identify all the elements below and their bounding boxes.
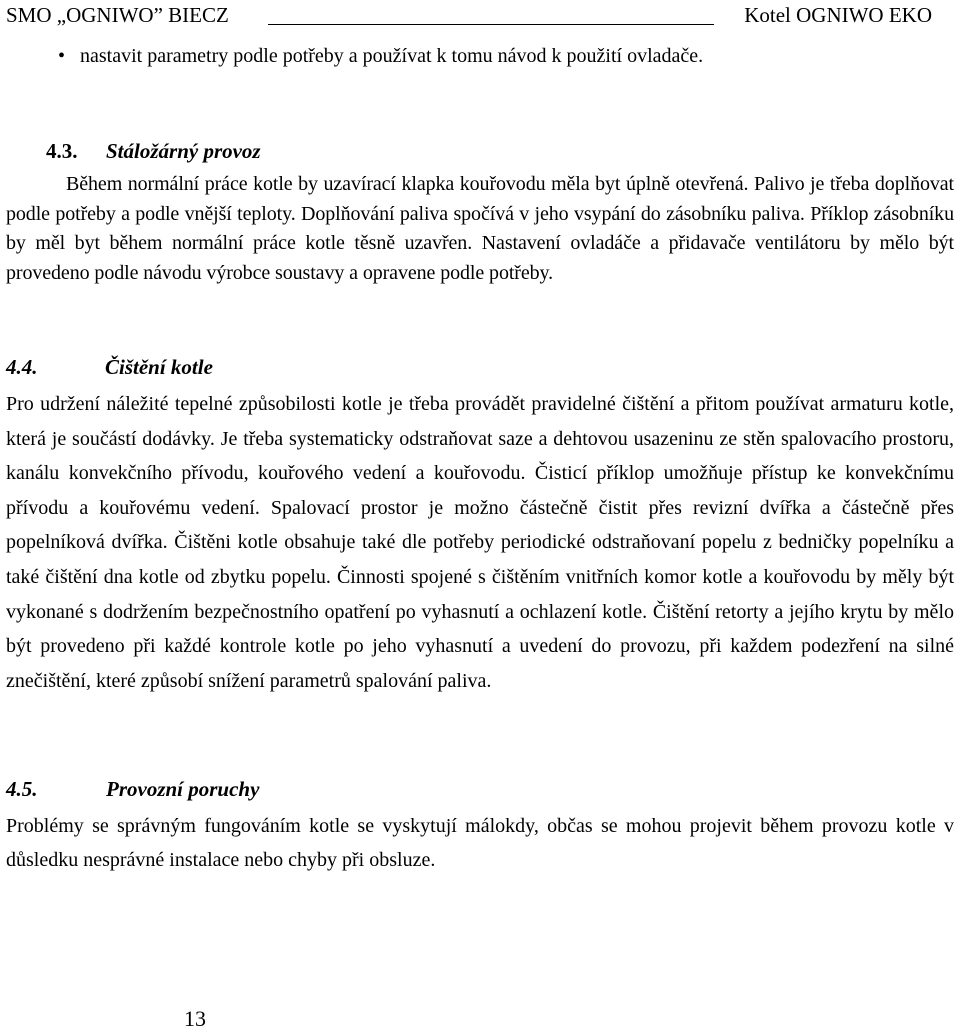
- section-number: 4.4.: [6, 355, 38, 379]
- section-title: Čištění kotle: [105, 355, 213, 379]
- page-number: 13: [184, 1006, 206, 1031]
- bullet-icon: •: [58, 45, 66, 67]
- section-body-4-3: Během normální práce kotle by uzavírací klapka kouřovodu měla byt úplně otevřená. Palivo je třeba doplňovat podle potřeby a podle vnější teploty. Doplňování paliva spočívá v jeho vsypání do zásobníku paliva. Příklop zásobníku by měl byt během normální práce kotle těsně uzavřen. Nastavení ovladáče a přidavače ventilátoru by mělo být provedeno podle návodu výrobce soustavy a opravene podle potřeby.: [6, 173, 954, 284]
- section-number: 4.5.: [6, 777, 38, 801]
- section-title: Provozní poruchy: [106, 777, 260, 801]
- section-number: 4.3.: [46, 139, 78, 163]
- section-body-4-5: Problémy se správným fungováním kotle se vyskytují málokdy, občas se mohou projevit během provozu kotle v důsledku nesprávné instalace nebo chyby při obsluze.: [6, 815, 954, 871]
- header-company: SMO „OGNIWO” BIECZ: [6, 3, 229, 27]
- header-rule: [268, 24, 714, 25]
- bullet-text: nastavit parametry podle potřeby a používat k tomu návod k použití ovladače.: [80, 45, 704, 67]
- section-body-4-4: Pro udržení náležité tepelné způsobilosti kotle je třeba provádět pravidelné čištění a přitom používat armaturu kotle, která je součástí dodávky. Je třeba systematicky odstraňovat saze a dehtovou usazeninu ze stěn spalovacího prostoru, kanálu konvekčního přívodu, kouřového vedení a kouřovodu. Čisticí příklop umožňuje přístup ke konvekčnímu přívodu a kouřovému vedení. Spalovací prostor je možno částečně čistit přes revizní dvířka a částečně přes popelníková dvířka. Čištěni kotle obsahuje také dle potřeby periodické odstraňovaní popelu z bedničky popelníku a také čištění dna kotle od zbytku popelu. Činnosti spojené s čištěním vnitřních komor kotle a kouřovodu by měly být vykonané s dodržením bezpečnostního opatření po vyhasnutí a ochlazení kotle. Čištění retorty a jejího krytu by mělo být provedeno při každé kontrole kotle po jeho vyhasnutí a uvedení do provozu, při každem podezření na silné znečištění, které způsobí snížení parametrů spalování paliva.: [6, 393, 954, 692]
- header-product: Kotel OGNIWO EKO: [744, 3, 932, 27]
- section-title: Stáložárný provoz: [106, 139, 261, 163]
